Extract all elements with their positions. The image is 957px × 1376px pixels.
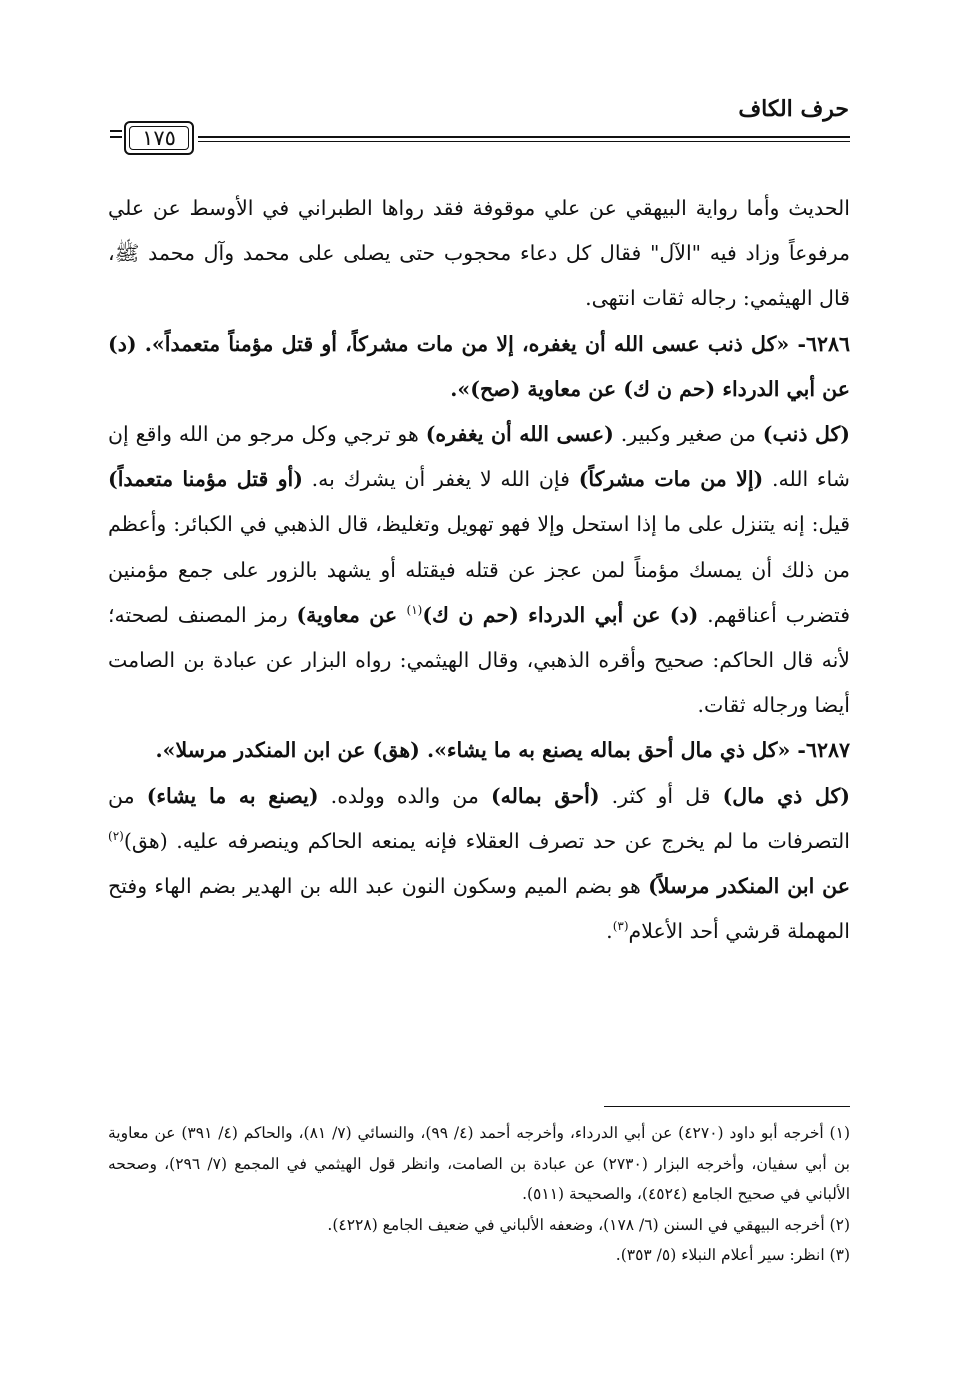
bold-phrase: (د) عن أبي الدرداء (حم ن ك) <box>422 602 699 627</box>
footnote-2: (٢) أخرجه البيهقي في السنن (٦/ ١٧٨)، وضعفه الألباني في ضعيف الجامع (٤٢٢٨). <box>327 1215 850 1234</box>
footnote-1: (١) أخرجه أبو داود (٤٢٧٠) عن أبي الدرداء، وأخرجه أحمد (٤/ ٩٩)، والنسائي (٧/ ٨١)، والحاكم (٤/ ٣٩١) عن معاوية بن أبي سفيان، وأخرجه البزار (٢٧٣٠) عن عبادة بن الصامت، وانظر قول الهيثمي في المجمع (٧/ ٢٩٦)، وصححه الألباني في صحيح الجامع (٤٥٢٤)، والصحيحة (٥١١). <box>108 1124 850 1203</box>
bold-phrase: عن ابن المنكدر مرسلاً) <box>648 874 850 899</box>
page-header-title: حرف الكاف <box>738 96 849 122</box>
bold-phrase: (يصنع به ما يشاء) <box>146 783 319 808</box>
footnote-ref[interactable]: (٢) <box>108 829 124 844</box>
header-rule-end-mark <box>110 130 122 138</box>
header-rule <box>198 136 850 142</box>
hadith-number: ٦٢٨٧- <box>790 738 850 763</box>
text-run: قيل: إنه يتنزل على ما إذا استحل وإلا فهو تهويل وتغليظ، قال الذهبي في الكبائر: وأعظم من ذلك أن يمسك مؤمناً لمن عجز عن قتله فيقتله أو يشهد بالزور على جمع مؤمنين فتضرب أعناقهم. <box>108 512 850 627</box>
hadith-text: «كل ذنب عسى الله أن يغفره، إلا من مات مشركاً، أو قتل مؤمناً متعمداً». (د) عن أبي الدرداء (حم ن ك) عن معاوية (صح)». <box>108 331 850 401</box>
hadith-entry <box>108 322 850 412</box>
bold-phrase: (كل ذنب) <box>762 422 850 447</box>
bold-phrase: (أحق بماله) <box>490 783 600 808</box>
footnote-ref[interactable]: (٣) <box>612 919 629 934</box>
hadith-text: «كل ذي مال أحق بماله يصنع به ما يشاء». (هق) عن ابن المنكدر مرسلا». <box>155 738 791 763</box>
bold-phrase: عن معاوية) <box>296 602 407 627</box>
commentary-paragraph <box>108 774 850 955</box>
footnotes <box>108 1118 850 1271</box>
text-run: من صغير وكبير. <box>613 422 763 447</box>
footnote-ref[interactable]: (١) <box>406 603 423 617</box>
bold-phrase: (عسى الله أن يغفره) <box>425 422 614 447</box>
hadith-entry <box>108 728 850 773</box>
text-run: من والده وولده. <box>318 783 491 808</box>
footnote-separator <box>604 1106 850 1107</box>
text-run: رمز المصنف لصحته؛ لأنه قال الحاكم: صحيح وأقره الذهبي، وقال الهيثمي: رواه البزار عن عبادة بن الصامت أيضا ورجاله ثقات. <box>108 602 850 718</box>
page-number: ١٧٥ <box>124 121 194 155</box>
text-run: . <box>606 919 613 944</box>
main-text <box>108 186 850 954</box>
commentary-paragraph <box>108 412 850 728</box>
text-run: من التصرفات ما لم يخرج عن حد تصرف العقلاء فإنه يمنعه الحاكم وينصرفه عليه. (هق) <box>108 783 850 853</box>
text-run: هو ترجي وكل مرجو من الله واقع إن شاء الله. <box>108 422 850 492</box>
hadith-number: ٦٢٨٦- <box>789 331 850 356</box>
bold-phrase: (كل ذي مال) <box>722 783 851 808</box>
bold-phrase: (إلا من مات مشركاً) <box>578 467 764 492</box>
text-run: هو بضم الميم وسكون النون عبد الله بن الهدير بضم الهاء وفتح المهملة قرشي أحد الأعلام <box>108 874 850 944</box>
text-run: فإن الله لا يغفر أن يشرك به. <box>302 467 579 492</box>
paragraph: الحديث وأما رواية البيهقي عن علي موقوفة فقد رواها الطبراني في الأوسط عن علي مرفوعاً وزاد فيه "الآل" فقال كل دعاء محجوب حتى يصلى على محمد وآل محمد ﷺ، قال الهيثمي: رجاله ثقات انتهى. <box>108 196 850 311</box>
text-run: قل أو كثر. <box>599 783 723 808</box>
footnote-3: (٣) انظر: سير أعلام النبلاء (٥/ ٣٥٣). <box>615 1246 850 1264</box>
bold-phrase: (أو قتل مؤمنا متعمداً) <box>108 467 303 492</box>
